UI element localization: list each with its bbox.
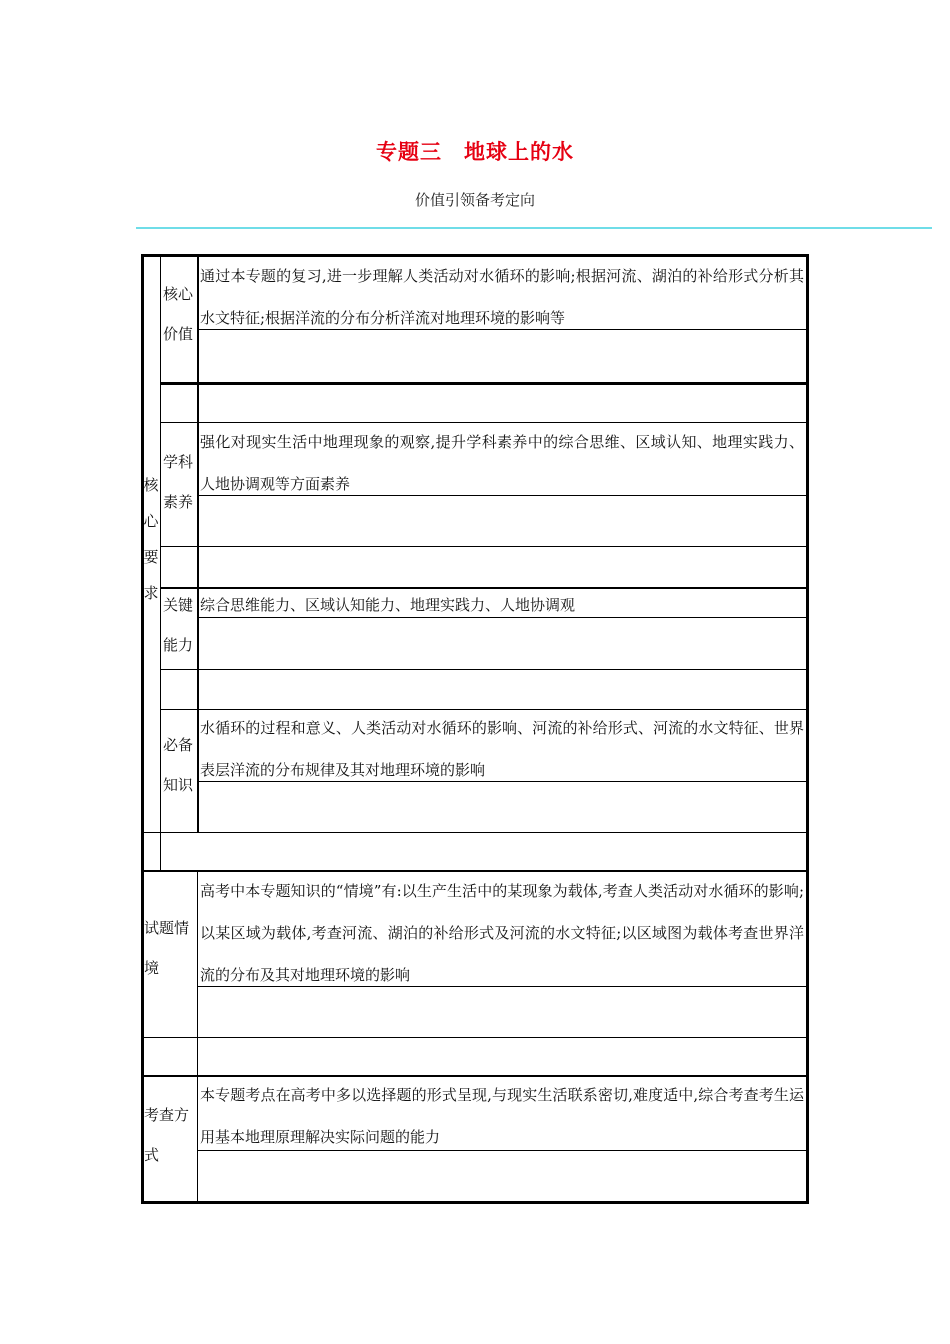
line-h11 (141, 832, 809, 833)
core-value-label: 核心价值 (163, 285, 194, 343)
page-title: 专题三 地球上的水 (376, 140, 574, 164)
essential-knowledge-content: 水循环的过程和意义、人类活动对水循环的影响、河流的补给形式、河流的水文特征、世界表层洋流的分布规律及其对地理环境的影响 (200, 719, 804, 779)
core-requirements-label: 核心要求 (143, 476, 159, 602)
line-h8 (160, 669, 809, 670)
header-divider (136, 227, 932, 229)
key-ability-content: 综合思维能力、区域认知能力、地理实践力、人地协调观 (200, 596, 576, 614)
exam-method-label: 考查方式 (144, 1106, 190, 1164)
exam-method-content: 本专题考点在高考中多以选择题的形式呈现,与现实生活联系密切,难度适中,综合考查考生运用基本地理原理解决实际问题的能力 (200, 1086, 804, 1146)
divider-content-col-top (197, 254, 199, 384)
scenario-content: 高考中本专题知识的“情境”有:以生产生活中的某现象为载体,考查人类活动对水循环的影响;以某区域为载体,考查河流、湖泊的补给形式及河流的水文特征;以区域图为载体考查世界洋流的分布及其对地理环境的影响 (200, 882, 804, 984)
key-ability-label: 关键能力 (163, 596, 194, 654)
scenario-label: 试题情境 (144, 919, 190, 977)
essential-knowledge-label: 必备知识 (163, 736, 194, 794)
page-subtitle: 价值引领备考定向 (414, 191, 535, 209)
core-value-content: 通过本专题的复习,进一步理解人类活动对水循环的影响;根据河流、湖泊的补给形式分析其水文特征;根据洋流的分布分析洋流对地理环境的影响等 (200, 267, 804, 327)
table-border-left (141, 254, 144, 1204)
divider-core-left (160, 254, 161, 870)
line-h14 (141, 1037, 809, 1038)
line-h5 (160, 546, 809, 547)
discipline-literacy-label: 学科素养 (163, 453, 194, 511)
table-border-bottom (141, 1201, 809, 1204)
table-border-right (806, 254, 809, 1204)
discipline-literacy-content: 强化对现实生活中地理现象的观察,提升学科素养中的综合思维、区域认知、地理实践力、人地协调观等方面素养 (200, 433, 804, 493)
requirements-table (141, 254, 809, 1204)
line-h2 (160, 382, 809, 385)
